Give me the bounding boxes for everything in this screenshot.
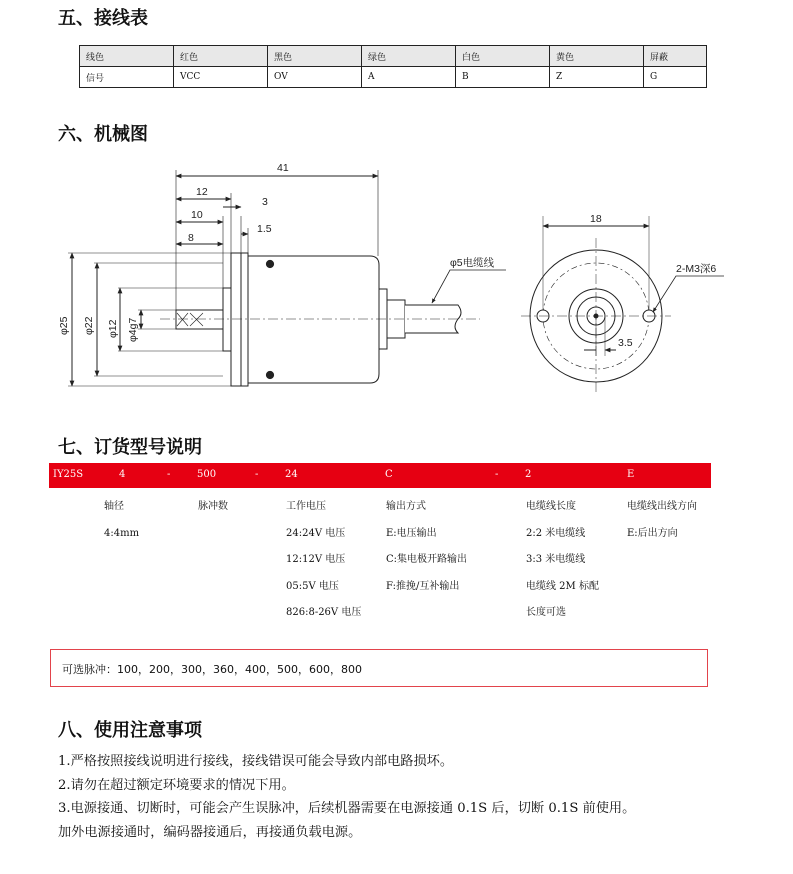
- order-col-item: F:推挽/互补输出: [386, 580, 460, 592]
- order-col-item: 轴径: [104, 501, 124, 512]
- wire-signal-cell: OV: [268, 67, 362, 88]
- order-col-item: 电缆线出线方向: [627, 501, 697, 512]
- notes-list: [58, 750, 635, 844]
- order-col-cable-direction: [627, 494, 697, 547]
- screw-top: [266, 260, 273, 267]
- pulse-options-text: 可选脉冲：100，200，300，360，400，500，600，800: [62, 663, 362, 676]
- side-view: [58, 162, 506, 386]
- note-item: 加外电源接通时，编码器接通后，再接通负载电源。: [58, 824, 362, 840]
- hole-label: 2-M3深6: [676, 263, 717, 275]
- dia-22-label: φ22: [83, 316, 95, 335]
- order-col-item: 长度可选: [526, 607, 566, 618]
- dia-4g7-label: φ4g7: [127, 317, 139, 342]
- order-col-voltage: [286, 494, 361, 627]
- order-col-cable-length: [526, 494, 599, 627]
- dim-12-label: 12: [196, 186, 208, 198]
- order-col-item: 4:4mm: [104, 527, 140, 539]
- code-cable-direction: E: [627, 469, 635, 480]
- dim-41-label: 41: [277, 162, 289, 174]
- cable-label: φ5电缆线: [450, 257, 495, 269]
- wire-header-cell: 红色: [174, 46, 268, 67]
- order-col-item: 电缆线 2M 标配: [526, 580, 599, 592]
- flange-inner: [241, 253, 248, 386]
- order-col-item: 输出方式: [386, 501, 426, 512]
- shaft: [176, 310, 223, 329]
- order-col-output: [386, 494, 467, 600]
- code-sep: -: [495, 469, 499, 480]
- order-col-pulse: [198, 494, 228, 521]
- screw-bottom: [266, 371, 273, 378]
- code-shaft: 4: [119, 469, 126, 480]
- order-col-item: 工作电压: [286, 501, 326, 512]
- pilot-boss: [223, 288, 231, 351]
- wire-header-cell: 屏蔽: [644, 46, 707, 67]
- wire-signal-cell: A: [362, 67, 456, 88]
- wiring-table-signal-row: [80, 67, 707, 88]
- wire-header-cell: 线色: [80, 46, 174, 67]
- code-pulse: 500: [197, 469, 217, 480]
- hole-leader: [653, 276, 724, 312]
- dim-1-5-label: 1.5: [257, 223, 272, 235]
- order-col-item: 826:8-26V 电压: [286, 607, 362, 618]
- code-voltage: 24: [285, 469, 298, 480]
- note-item: 1.严格按照接线说明进行接线，接线错误可能会导致内部电路损坏。: [58, 754, 454, 769]
- mechanical-drawing: [40, 150, 760, 400]
- wire-signal-cell: VCC: [174, 67, 268, 88]
- wire-header-cell: 黑色: [268, 46, 362, 67]
- section-title-order: 七、订货型号说明: [58, 437, 202, 458]
- order-col-item: 电缆线长度: [526, 501, 576, 512]
- dia-25-label: φ25: [58, 316, 70, 335]
- dim-3-5-label: 3.5: [618, 337, 633, 349]
- section-title-wiring: 五、接线表: [58, 8, 148, 29]
- wire-signal-cell: Z: [550, 67, 644, 88]
- wire-header-cell: 绿色: [362, 46, 456, 67]
- order-col-item: 脉冲数: [198, 501, 228, 512]
- order-col-item: 3:3 米电缆线: [526, 554, 586, 565]
- order-col-item: E:电压输出: [386, 527, 437, 539]
- encoder-body: [248, 256, 379, 383]
- code-sep: -: [167, 469, 171, 480]
- wiring-table-header-row: [80, 46, 707, 67]
- wire-signal-cell: B: [456, 67, 550, 88]
- wire-signal-cell: G: [644, 67, 707, 88]
- order-col-item: C:集电极开路输出: [386, 554, 468, 565]
- wiring-table: [79, 45, 707, 88]
- code-model: IY25S: [53, 469, 84, 480]
- order-col-item: 05:5V 电压: [286, 580, 339, 592]
- dim-8-label: 8: [188, 232, 194, 244]
- wire-header-cell: 白色: [456, 46, 550, 67]
- wire-header-cell: 黄色: [550, 46, 644, 67]
- dim-18-label: 18: [590, 213, 602, 225]
- flange-outer: [231, 253, 241, 386]
- note-item: 3.电源接通、切断时，可能会产生误脉冲，后续机器需要在电源接通 0.1S 后，切断 0.1S 前使用。: [58, 801, 636, 816]
- order-col-item: 2:2 米电缆线: [526, 527, 586, 539]
- order-col-item: E:后出方向: [627, 527, 678, 539]
- front-view: [521, 213, 724, 394]
- note-item: 2.请勿在超过额定环境要求的情况下用。: [58, 777, 295, 793]
- dim-10-label: 10: [191, 209, 203, 221]
- wire-signal-cell: 信号: [80, 67, 174, 88]
- code-output: C: [385, 469, 393, 480]
- pulse-options-box: [50, 649, 708, 687]
- order-code-bar: [49, 463, 711, 488]
- order-col-item: 12:12V 电压: [286, 554, 346, 565]
- section-title-notes: 八、使用注意事项: [58, 720, 202, 741]
- dim-3-label: 3: [262, 196, 268, 208]
- order-col-shaft: [104, 494, 139, 547]
- dia-12-label: φ12: [107, 319, 119, 338]
- cable-leader: [432, 270, 506, 303]
- code-sep: -: [255, 469, 259, 480]
- order-col-item: 24:24V 电压: [286, 527, 346, 539]
- code-cable-length: 2: [525, 469, 532, 480]
- section-title-mechanical: 六、机械图: [58, 124, 148, 145]
